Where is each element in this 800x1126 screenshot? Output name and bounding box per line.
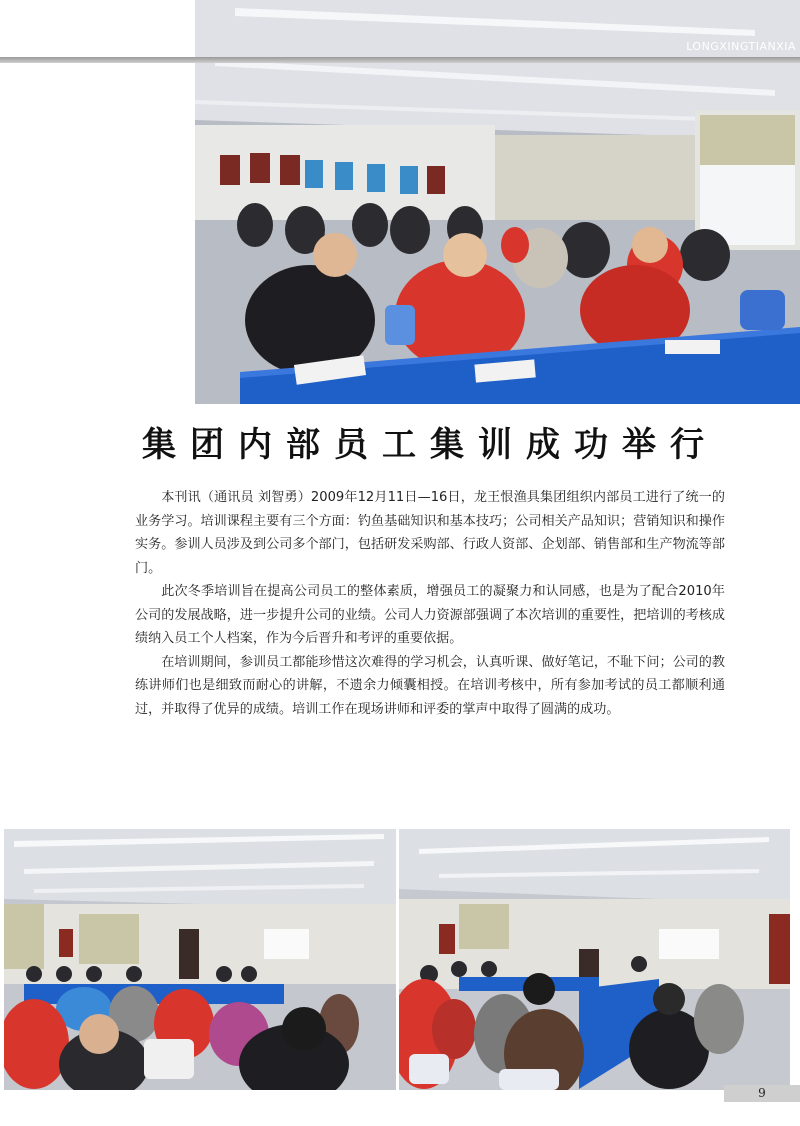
article-title: 集团内部员工集训成功举行 [142,425,718,465]
article-paragraph: 此次冬季培训旨在提高公司员工的整体素质，增强员工的凝聚力和认同感，也是为了配合2010年公司的发展战略，进一步提升公司的业绩。公司人力资源部强调了本次培训的重要性，把培训的考核成绩纳入员工个人档案，作为今后晋升和考评的重要依据。 [135,584,725,646]
page-number: 9 [758,1086,766,1100]
article-body [135,486,725,721]
article-paragraph: 本刊讯（通讯员 刘智勇）2009年12月11日—16日，龙王恨渔具集团组织内部员工进行了统一的业务学习。培训课程主要有三个方面：钓鱼基础知识和基本技巧；公司相关产品知识；营销知识和操作实务。参训人员涉及到公司多个部门，包括研发采购部、行政人资部、企划部、销售部和生产物流等部门。 [135,490,725,576]
magazine-header-tag: LONGXINGTIANXIA [686,40,796,53]
page-number-box [724,1085,800,1102]
article-paragraph: 在培训期间，参训员工都能珍惜这次难得的学习机会，认真听课、做好笔记，不耻下问；公司的教练讲师们也是细致而耐心的讲解，不遗余力倾囊相授。在培训考核中，所有参加考试的员工都顺利通过，并取得了优异的成绩。培训工作在现场讲师和评委的掌声中取得了圆满的成功。 [135,654,725,717]
bottom-left-training-photo [4,829,396,1090]
bottom-right-training-photo [399,829,790,1090]
header-rule [0,57,800,63]
